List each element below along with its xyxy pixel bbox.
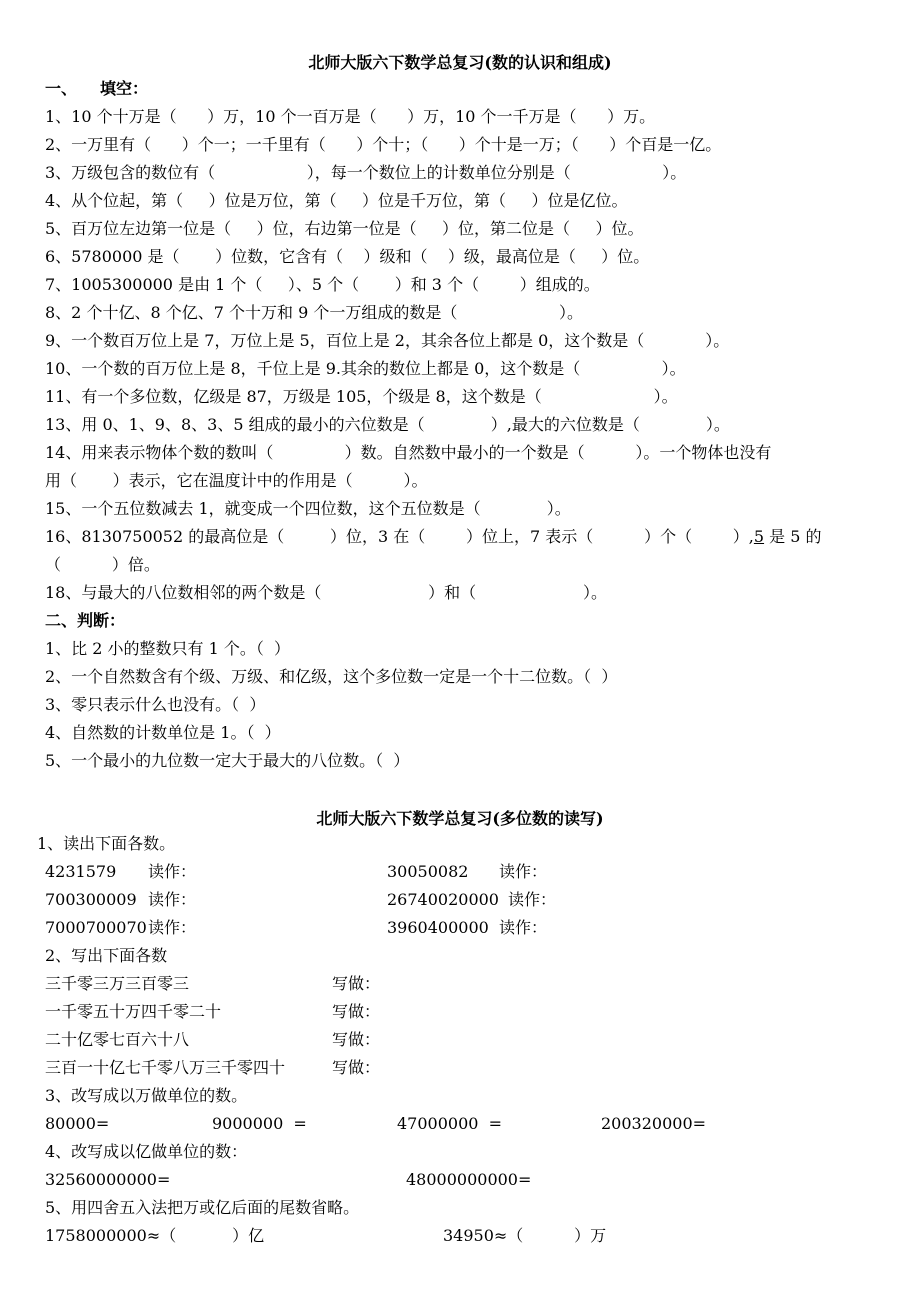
question-16-prefix: 16、8130750052 的最高位是（ ）位，3 在（ ）位上，7 表示（ ）个（ ）, <box>45 527 754 546</box>
judge-1: 1、比 2 小的整数只有 1 个。（ ） <box>45 639 291 658</box>
question-16-line-1 <box>45 527 822 547</box>
wan-heading: 3、改写成以万做单位的数。 <box>45 1086 248 1105</box>
question-13: 13、用 0、1、9、8、3、5 组成的最小的六位数是（ ）,最大的六位数是（ ）。 <box>45 415 730 434</box>
write-text: 二十亿零七百六十八 <box>45 1030 190 1049</box>
section2-title: 北师大版六下数学总复习(多位数的读写) <box>316 809 604 828</box>
judge-3: 3、零只表示什么也没有。（ ） <box>45 695 266 714</box>
read-number: 3960400000 <box>387 918 489 937</box>
read-number: 4231579 <box>45 862 117 881</box>
round-heading: 5、用四舍五入法把万或亿后面的尾数省略。 <box>45 1198 360 1217</box>
section1-title: 北师大版六下数学总复习(数的认识和组成) <box>308 53 612 72</box>
judge-4: 4、自然数的计数单位是 1。（ ） <box>45 723 281 742</box>
write-text: 一千零五十万四千零二十 <box>45 1002 222 1021</box>
wan-item: 9000000 = <box>212 1114 307 1133</box>
read-label: 读作： <box>499 918 548 937</box>
judge-heading: 二、判断： <box>45 611 126 630</box>
write-heading: 2、写出下面各数 <box>45 946 168 965</box>
question-14-line-2: 用（ ）表示，它在温度计中的作用是（ ）。 <box>45 471 428 490</box>
round-item: 34950≈（ ）万 <box>443 1226 607 1245</box>
wan-item: 200320000= <box>601 1114 707 1133</box>
judge-2: 2、一个自然数含有个级、万级、和亿级，这个多位数一定是一个十二位数。（ ） <box>45 667 618 686</box>
read-number: 700300009 <box>45 890 137 909</box>
read-label: 读作： <box>148 918 197 937</box>
question-16-suffix: 是 5 的 <box>764 527 822 546</box>
question-15: 15、一个五位数减去 1，就变成一个四位数，这个五位数是（ ）。 <box>45 499 571 518</box>
fill-heading-number: 一、 <box>45 79 78 98</box>
write-text: 三千零三万三百零三 <box>45 974 190 993</box>
write-label: 写做： <box>332 1058 381 1077</box>
read-number: 26740020000 <box>387 890 499 909</box>
read-label: 读作： <box>148 862 197 881</box>
question-18: 18、与最大的八位数相邻的两个数是（ ）和（ ）。 <box>45 583 607 602</box>
wan-item: 47000000 = <box>397 1114 503 1133</box>
judge-5: 5、一个最小的九位数一定大于最大的八位数。（ ） <box>45 751 410 770</box>
read-label: 读作： <box>148 890 197 909</box>
question-7: 7、1005300000 是由 1 个（ ）、5 个（ ）和 3 个（ ）组成的。 <box>45 275 600 294</box>
question-14-line-1: 14、用来表示物体个数的数叫（ ）数。自然数中最小的一个数是（ ）。一个物体也没有 <box>45 443 772 462</box>
read-heading: 1、读出下面各数。 <box>37 834 176 853</box>
question-2: 2、一万里有（ ）个一；一千里有（ ）个十；（ ）个十是一万；（ ）个百是一亿。 <box>45 135 722 154</box>
write-text: 三百一十亿七千零八万三千零四十 <box>45 1058 286 1077</box>
question-5: 5、百万位左边第一位是（ ）位，右边第一位是（ ）位，第二位是（ ）位。 <box>45 219 644 238</box>
wan-item: 80000= <box>45 1114 110 1133</box>
round-item: 1758000000≈（ ）亿 <box>45 1226 265 1245</box>
question-4: 4、从个位起，第（ ）位是万位，第（ ）位是千万位，第（ ）位是亿位。 <box>45 191 628 210</box>
underlined-digit: 5 <box>753 527 765 546</box>
question-8: 8、2 个十亿、8 个亿、7 个十万和 9 个一万组成的数是（ ）。 <box>45 303 584 322</box>
yi-heading: 4、改写成以亿做单位的数： <box>45 1142 248 1161</box>
write-label: 写做： <box>332 1002 381 1021</box>
question-11: 11、有一个多位数，亿级是 87，万级是 105，个级是 8，这个数是（ ）。 <box>45 387 678 406</box>
question-6: 6、5780000 是（ ）位数，它含有（ ）级和（ ）级，最高位是（ ）位。 <box>45 247 650 266</box>
write-label: 写做： <box>332 974 381 993</box>
question-9: 9、一个数百万位上是 7，万位上是 5，百位上是 2，其余各位上都是 0，这个数是（ ）。 <box>45 331 730 350</box>
question-16-line-2: （ ）倍。 <box>45 555 160 574</box>
read-label: 读作： <box>508 890 557 909</box>
yi-item: 32560000000= <box>45 1170 171 1189</box>
question-10: 10、一个数的百万位上是 8，千位上是 9.其余的数位上都是 0，这个数是（ ）。 <box>45 359 686 378</box>
fill-heading-label: 填空： <box>100 79 149 98</box>
read-number: 30050082 <box>387 862 469 881</box>
read-label: 读作： <box>499 862 548 881</box>
question-3: 3、万级包含的数位有（ ），每一个数位上的计数单位分别是（ ）。 <box>45 163 687 182</box>
yi-item: 48000000000= <box>406 1170 532 1189</box>
question-1: 1、10 个十万是（ ）万，10 个一百万是（ ）万，10 个一千万是（ ）万。 <box>45 107 656 126</box>
write-label: 写做： <box>332 1030 381 1049</box>
read-number: 7000700070 <box>45 918 147 937</box>
